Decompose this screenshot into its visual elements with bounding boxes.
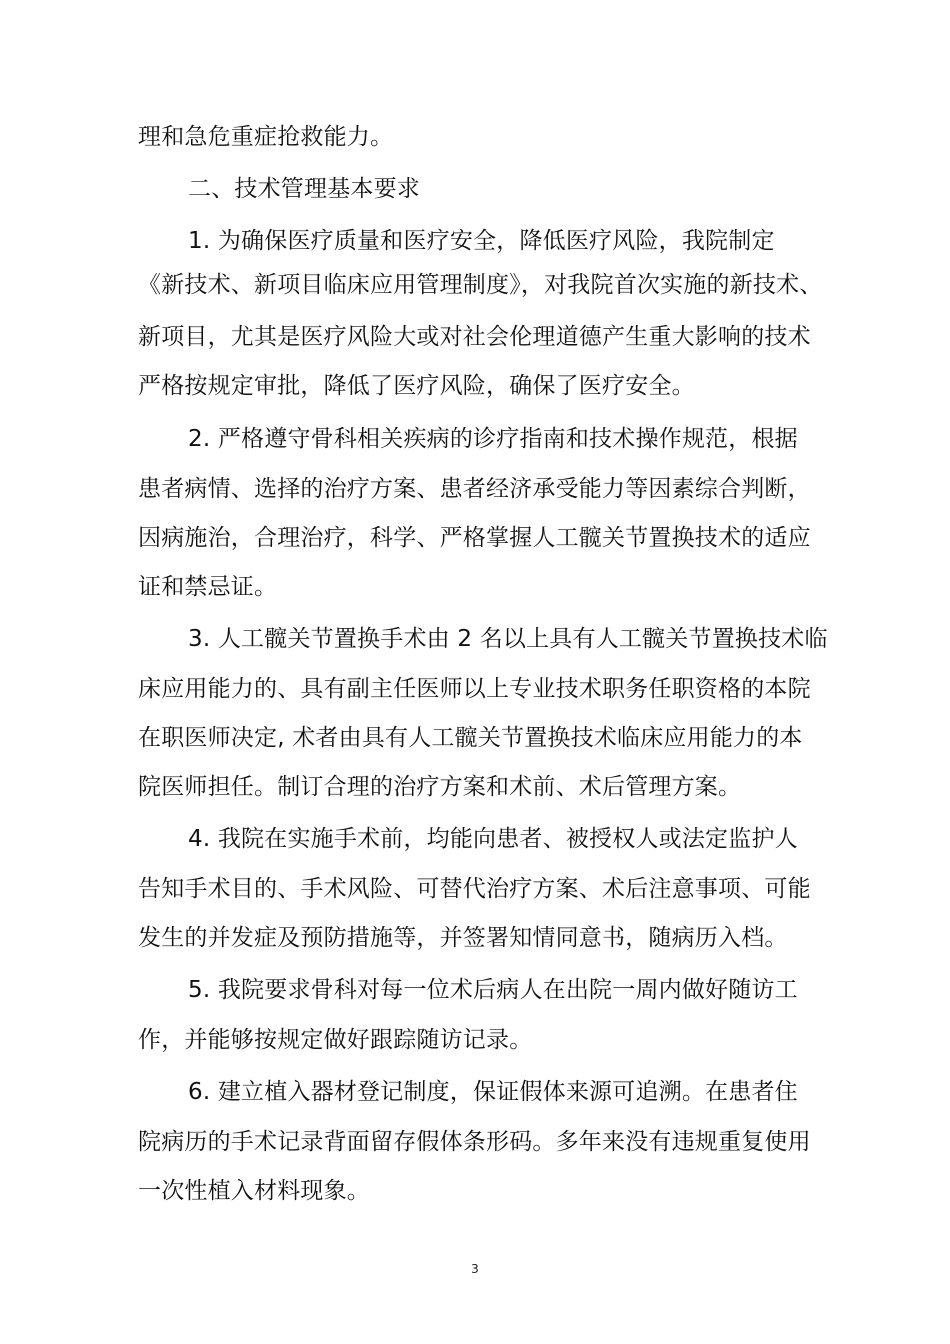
- text-line: 作，并能够按规定做好跟踪随访记录。: [138, 1027, 533, 1053]
- text-line: 床应用能力的、具有副主任医师以上专业技术职务任职资格的本院: [138, 676, 811, 702]
- text-line: 证和禁忌证。: [138, 574, 278, 600]
- text-line: 发生的并发症及预防措施等，并签署知情同意书，随病历入档。: [138, 925, 788, 951]
- text-line: 告知手术目的、手术风险、可替代治疗方案、术后注意事项、可能: [138, 876, 811, 902]
- text-line: 院医师担任。制订合理的治疗方案和术前、术后管理方案。: [138, 774, 742, 800]
- text-line: 1. 为确保医疗质量和医疗安全，降低医疗风险，我院制定: [188, 228, 775, 254]
- text-line: 3. 人工髋关节置换手术由 2 名以上具有人工髋关节置换技术临: [188, 626, 828, 652]
- text-line: 患者病情、选择的治疗方案、患者经济承受能力等因素综合判断，: [138, 476, 811, 502]
- text-line: 院病历的手术记录背面留存假体条形码。多年来没有违规重复使用: [138, 1129, 811, 1155]
- text-line: 因病施治，合理治疗，科学、严格掌握人工髋关节置换技术的适应: [138, 525, 811, 551]
- text-line: 6. 建立植入器材登记制度，保证假体来源可追溯。在患者住: [188, 1079, 798, 1105]
- text-line: 在职医师决定, 术者由具有人工髋关节置换技术临床应用能力的本: [138, 725, 803, 751]
- page-number: 3: [471, 1262, 479, 1276]
- text-line: 一次性植入材料现象。: [138, 1178, 370, 1204]
- text-line: 5. 我院要求骨科对每一位术后病人在出院一周内做好随访工: [188, 977, 798, 1003]
- text-line: 严格按规定审批，降低了医疗风险，确保了医疗安全。: [138, 373, 695, 399]
- section-heading: 二、技术管理基本要求: [188, 176, 420, 202]
- text-line: 《新技术、新项目临床应用管理制度》，对我院首次实施的新技术、: [138, 272, 823, 298]
- text-line: 新项目，尤其是医疗风险大或对社会伦理道德产生重大影响的技术: [138, 324, 811, 350]
- text-line: 4. 我院在实施手术前，均能向患者、被授权人或法定监护人: [188, 826, 798, 852]
- text-line: 理和急危重症抢救能力。: [138, 124, 394, 150]
- text-line: 2. 严格遵守骨科相关疾病的诊疗指南和技术操作规范，根据: [188, 426, 798, 452]
